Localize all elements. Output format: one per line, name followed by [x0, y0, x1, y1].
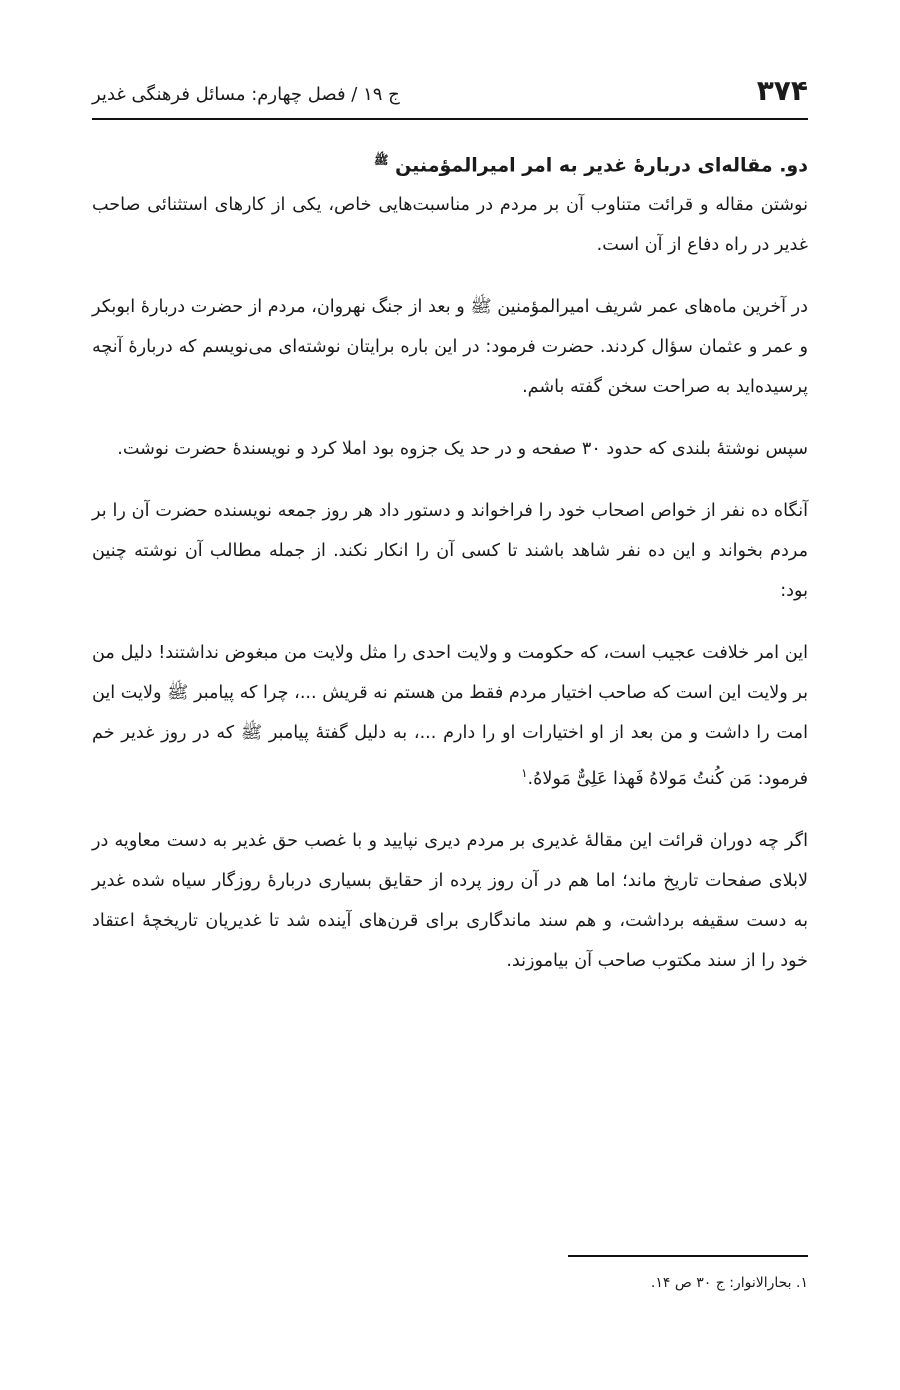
- section-heading-text: دو. مقاله‌ای دربارۀ غدیر به امر امیرالمؤمنین: [395, 154, 808, 177]
- paragraph-3: سپس نوشتۀ بلندی که حدود ۳۰ صفحه و در حد یک جزوه بود املا کرد و نویسندۀ حضرت نوشت.: [117, 439, 808, 460]
- page-header: [92, 74, 808, 114]
- page-number: ۳۷۴: [756, 74, 808, 107]
- quote-text: این امر خلافت عجیب است، که حکومت و ولایت احدی را مثل ولایت من مبغوض نداشتند! دلیل من بر ولایت این است که صاحب اختیار مردم فقط من هستم نه قریش ...، چرا که پیامبر ﷺ ولایت این امت را داشت و من بعد از او اختیارات او را دارم ...، به دلیل گفتۀ پیامبر ﷺ که در روز غدیر خم فرمود: مَن کُنتُ مَولاهُ فَهذا عَلِیٌّ مَولاهُ.: [92, 643, 808, 790]
- honorific-ornament: ﷺ: [373, 153, 389, 167]
- page-body: [92, 140, 808, 1003]
- footnote-marker: ۱: [521, 766, 528, 781]
- running-head: ج ۱۹ / فصل چهارم: مسائل فرهنگی غدیر: [92, 84, 400, 105]
- paragraph-4: آنگاه ده نفر از خواص اصحاب خود را فراخواند و دستور داد هر روز جمعه نویسنده حضرت آن را بر مردم بخواند و این ده نفر شاهد باشند تا کسی آن را انکار نکند. از جمله مطالب آن نوشته چنین بود:: [92, 501, 808, 602]
- paragraph-6: اگر چه دوران قرائت این مقالۀ غدیری بر مردم دیری نپایید و با غصب حق غدیر به دست معاویه در لابلای صفحات تاریخ ماند؛ اما هم در آن روز پرده از حقایق بسیاری دربارۀ روزگار سیاه شده غدیر به دست سقیفه برداشت، و هم سند ماندگاری برای قرن‌های آینده شد تا غدیریان تاریخچۀ اعتقاد خود را از سند مکتوب صاحب آن بیاموزند.: [92, 831, 808, 972]
- paragraph-1: نوشتن مقاله و قرائت متناوب آن بر مردم در مناسبت‌هایی خاص، یکی از کارهای استثنائی صاحب غدیر در راه دفاع از آن است.: [92, 195, 808, 256]
- footnote: ۱. بحارالانوار: ج ۳۰ ص ۱۴.: [650, 1275, 808, 1291]
- header-rule: [92, 118, 808, 120]
- footnote-rule: [568, 1255, 808, 1257]
- section-heading: [92, 140, 808, 185]
- paragraph-5-quote: [92, 633, 808, 799]
- book-page: [92, 0, 808, 1390]
- paragraph-2: در آخرین ماه‌های عمر شریف امیرالمؤمنین ﷺ و بعد از جنگ نهروان، مردم از حضرت دربارۀ ابوبکر و عمر و عثمان سؤال کردند. حضرت فرمود: در این باره برایتان نوشته‌ای می‌نویسم که دربارۀ آنچه پرسیده‌اید به صراحت سخن گفته باشم.: [92, 297, 808, 398]
